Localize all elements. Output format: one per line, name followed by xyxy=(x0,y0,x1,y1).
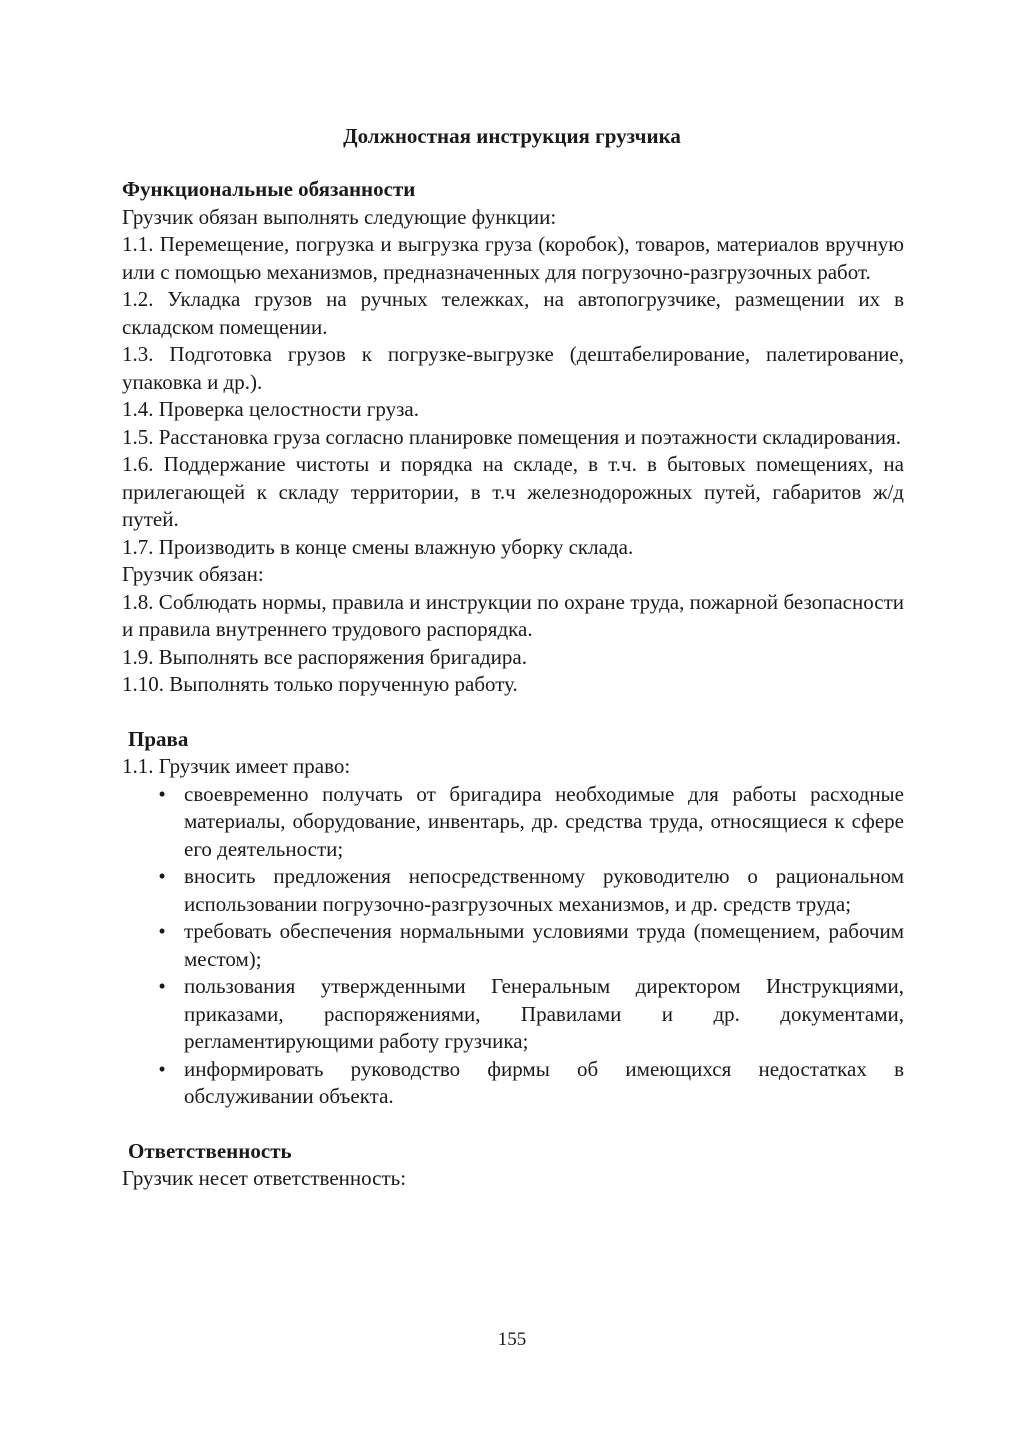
duty-item-1-9: 1.9. Выполнять все распоряжения бригадира. xyxy=(122,644,527,669)
responsibility-heading: Ответственность xyxy=(128,1138,292,1163)
bullet-icon: • xyxy=(158,919,166,943)
duty-item-1-10: 1.10. Выполнять только порученную работу. xyxy=(122,672,518,696)
duties-heading: Функциональные обязанности xyxy=(122,177,416,201)
list-item xyxy=(122,863,904,918)
section-spacer xyxy=(122,1111,904,1138)
duties-obliged-label: Грузчик обязан: xyxy=(122,562,264,586)
rights-item-text: своевременно получать от бригадира необходимые для работы расходные материалы, оборудование, инвентарь, др. средства труда, относящиеся к сфере его деятельности; xyxy=(184,781,904,861)
bullet-icon: • xyxy=(158,864,166,888)
rights-heading: Права xyxy=(128,726,189,751)
rights-item-text: информировать руководство фирмы об имеющихся недостатках в обслуживании объекта. xyxy=(184,1056,904,1108)
rights-item-text: пользования утвержденными Генеральным директором Инструкциями, приказами, распоряжениями, Правилами и др. документами, регламентирующими работу грузчика; xyxy=(184,974,904,1053)
bullet-icon: • xyxy=(158,974,166,998)
duty-item-1-5: 1.5. Расстановка груза согласно планировке помещения и поэтажности складирования. xyxy=(122,424,902,449)
duties-intro: Грузчик обязан выполнять следующие функции: xyxy=(122,204,557,229)
duty-item-1-1: 1.1. Перемещение, погрузка и выгрузка груза (коробок), товаров, материалов вручную или с помощью механизмов, предназначенных для погрузочно-разгрузочных работ. xyxy=(122,232,904,284)
duty-item-1-2: 1.2. Укладка грузов на ручных тележках, на автопогрузчике, размещении их в складском помещении. xyxy=(122,287,904,339)
rights-item-text: вносить предложения непосредственному руководителю о рациональном использовании погрузочно-разгрузочных механизмов, и др. средств труда; xyxy=(184,864,904,916)
rights-item-text: требовать обеспечения нормальными условиями труда (помещением, рабочим местом); xyxy=(184,919,904,971)
duty-item-1-8: 1.8. Соблюдать нормы, правила и инструкции по охране труда, пожарной безопасности и правила внутреннего трудового распорядка. xyxy=(122,589,904,641)
page-number: 155 xyxy=(497,1329,527,1350)
rights-list xyxy=(122,781,904,1111)
document-body xyxy=(122,176,904,1193)
duty-item-1-6: 1.6. Поддержание чистоты и порядка на складе, в т.ч. в бытовых помещениях, на прилегающей к складу территории, в т.ч железнодорожных путей, габаритов ж/д путей. xyxy=(122,452,904,531)
list-item xyxy=(122,781,904,864)
list-item xyxy=(122,918,904,973)
duty-item-1-7: 1.7. Производить в конце смены влажную уборку склада. xyxy=(122,534,634,559)
list-item xyxy=(122,973,904,1056)
section-spacer xyxy=(122,699,904,726)
document-title: Должностная инструкция грузчика xyxy=(343,124,681,148)
bullet-icon: • xyxy=(158,1056,166,1081)
duty-item-1-4: 1.4. Проверка целостности груза. xyxy=(122,397,419,421)
bullet-icon: • xyxy=(158,781,166,806)
rights-intro: 1.1. Грузчик имеет право: xyxy=(122,754,351,778)
duty-item-1-3: 1.3. Подготовка грузов к погрузке-выгрузке (дештабелирование, палетирование, упаковка и др.). xyxy=(122,342,904,394)
responsibility-intro: Грузчик несет ответственность: xyxy=(122,1166,407,1190)
list-item xyxy=(122,1056,904,1111)
